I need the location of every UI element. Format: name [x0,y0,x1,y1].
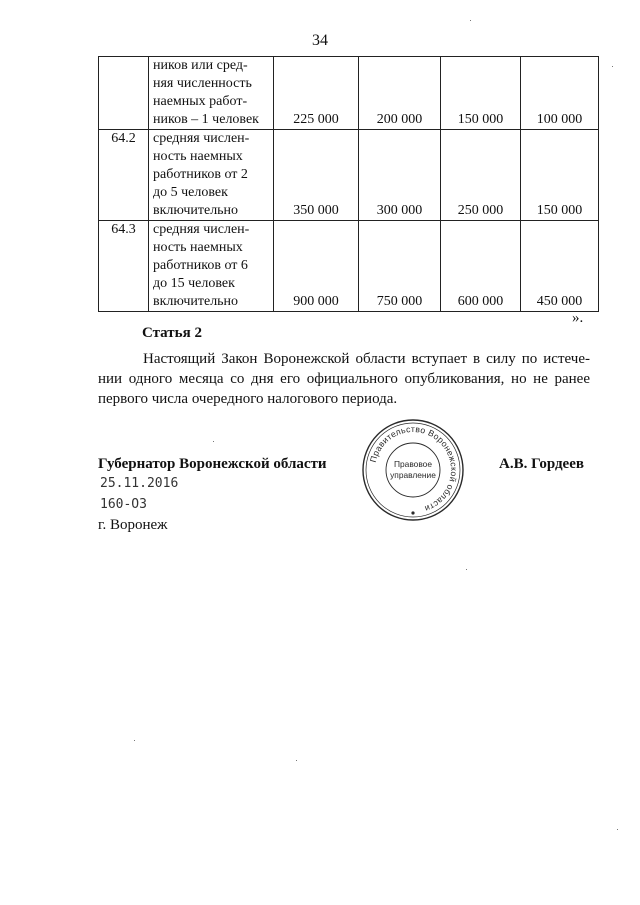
scan-speck [466,569,467,570]
description-line: наемных работ- [153,94,248,109]
value-cell: 250 000 [441,130,521,221]
signer-name: А.В. Гордеев [499,456,584,472]
description-line: до 5 человек [153,185,228,200]
value-cell: 900 000 [274,221,359,312]
value-cell: 350 000 [274,130,359,221]
row-description-cell [149,221,274,312]
value-cell: 200 000 [359,57,441,130]
law-number: 160-ОЗ [100,497,147,512]
tax-rate-table [98,56,599,312]
row-number-cell: 64.2 [99,130,149,221]
description-line: няя численность [153,76,252,91]
description-line: ников или сред- [153,58,248,73]
description-line: работников от 6 [153,258,248,273]
article-text-line: первого числа очередного налогового периода. [98,391,398,407]
table-row [99,130,599,221]
description-line: ность наемных [153,149,243,164]
page-number: 34 [312,32,328,49]
article-text-line: Настоящий Закон Воронежской области вступает в силу по истече- [143,351,590,367]
value-cell: 150 000 [521,130,599,221]
description-line: работников от 2 [153,167,248,182]
table-row [99,221,599,312]
article-text-line: нии одного месяца со дня его официального опубликования, но не ранее [98,371,590,387]
row-number-cell: 64.3 [99,221,149,312]
description-line: средняя числен- [153,222,250,237]
table-row [99,57,599,130]
description-line: до 15 человек [153,276,235,291]
value-cell: 600 000 [441,221,521,312]
row-number-cell [99,57,149,130]
value-cell: 450 000 [521,221,599,312]
value-cell: 100 000 [521,57,599,130]
row-description-cell [149,130,274,221]
description-line: средняя числен- [153,131,250,146]
scan-speck [612,66,613,67]
value-cell: 225 000 [274,57,359,130]
value-cell: 750 000 [359,221,441,312]
description-line: включительно [153,294,239,309]
scan-speck [134,740,135,741]
stamp-center-line1: Правовое [393,459,433,469]
description-line: ность наемных [153,240,243,255]
scan-speck [617,829,618,830]
scan-speck [296,760,297,761]
law-date: 25.11.2016 [100,476,179,491]
value-cell: 150 000 [441,57,521,130]
row-description-cell [149,57,274,130]
city-name: г. Воронеж [98,517,168,533]
official-stamp [359,416,467,524]
article-text [98,349,590,409]
stamp-ring-text: Правительство Воронежской области [367,423,460,514]
scan-speck [213,441,214,442]
stamp-star-dot [411,511,414,514]
article-heading: Статья 2 [142,325,202,341]
description-line: включительно [153,203,239,218]
value-cell: 300 000 [359,130,441,221]
stamp-center-line2: управление [390,470,436,480]
governor-title: Губернатор Воронежской области [98,456,327,472]
closing-quote: ». [572,310,584,326]
description-line: ников – 1 человек [153,112,259,127]
scan-speck [470,20,471,21]
